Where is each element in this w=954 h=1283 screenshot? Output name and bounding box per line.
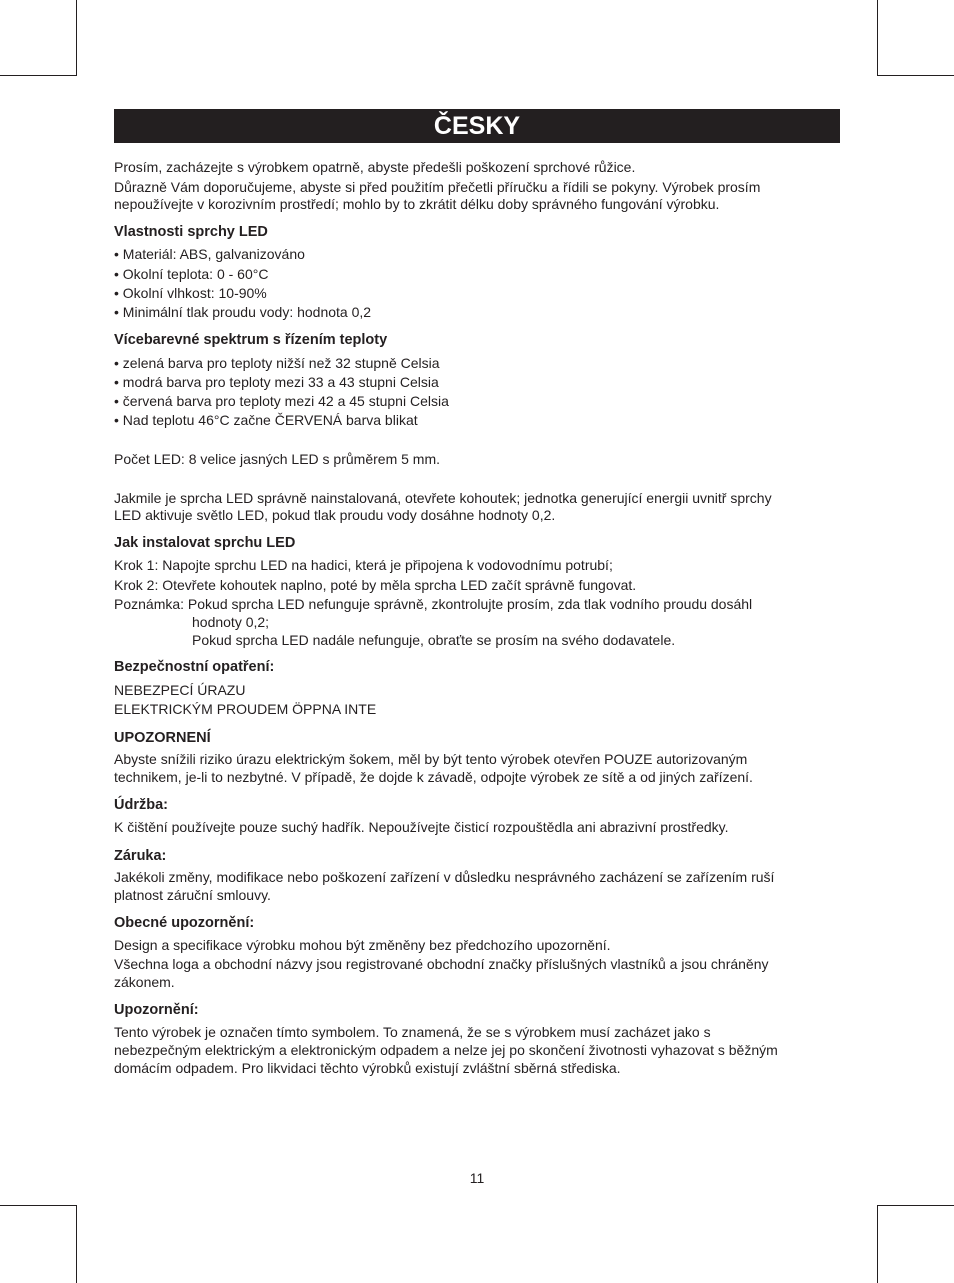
attention-line: domácím odpadem. Pro likvidaci těchto výrobků existují zvláštní sběrná střediska. (114, 1060, 621, 1076)
safety-line: NEBEZPECÍ ÚRAZU (114, 682, 246, 698)
intro-line: Prosím, zacházejte s výrobkem opatrně, abyste předešli poškození sprchové růžice. (114, 159, 636, 175)
install-note: Poznámka: Pokud sprcha LED nefunguje správně, zkontrolujte prosím, zda tlak vodního proudu dosáhl (114, 596, 753, 612)
crop-mark (877, 75, 954, 76)
section-heading-attention: Upozornění: (114, 1002, 199, 1018)
list-item: • modrá barva pro teploty mezi 33 a 43 stupni Celsia (114, 374, 439, 390)
page-title: ČESKY (114, 109, 840, 143)
list-item: • červená barva pro teploty mezi 42 a 45 stupni Celsia (114, 393, 449, 409)
activation-line: LED aktivuje světlo LED, pokud tlak proudu vody dosáhne hodnoty 0,2. (114, 507, 556, 523)
section-heading-guarantee: Záruka: (114, 848, 167, 864)
guarantee-line: platnost záruční smlouvy. (114, 887, 271, 903)
general-line: Všechna loga a obchodní názvy jsou registrované obchodní značky příslušných vlastníků a jsou chráněny (114, 956, 769, 972)
attention-line: Tento výrobek je označen tímto symbolem. To znamená, že se s výrobkem musí zacházet jako s (114, 1024, 711, 1040)
install-step: Krok 1: Napojte sprchu LED na hadici, která je připojena k vodovodnímu potrubí; (114, 557, 613, 573)
page-number: 11 (469, 1170, 485, 1186)
safety-line: ELEKTRICKÝM PROUDEM ÖPPNA INTE (114, 701, 377, 717)
install-step: Krok 2: Otevřete kohoutek naplno, poté by měla sprcha LED začít správně fungovat. (114, 577, 637, 593)
crop-mark (76, 1205, 77, 1283)
crop-mark (0, 1205, 77, 1206)
section-heading-features: Vlastnosti sprchy LED (114, 224, 268, 240)
list-item: • zelená barva pro teploty nižší než 32 stupně Celsia (114, 355, 440, 371)
list-item: • Nad teplotu 46°C začne ČERVENÁ barva blikat (114, 412, 418, 428)
install-note: hodnoty 0,2; (192, 614, 270, 630)
crop-mark (76, 0, 77, 76)
install-note: Pokud sprcha LED nadále nefunguje, obraťte se prosím na svého dodavatele. (192, 632, 676, 648)
list-item: • Minimální tlak proudu vody: hodnota 0,2 (114, 304, 372, 320)
warning-line: technikem, je-li to nezbytné. V případě, že dojde k závadě, odpojte výrobek ze sítě a od jiných zařízení. (114, 769, 753, 785)
activation-line: Jakmile je sprcha LED správně nainstalovaná, otevřete kohoutek; jednotka generující energii uvnitř sprchy (114, 490, 772, 506)
intro-line: nepoužívejte v korozivním prostředí; mohlo by to zkrátit délku doby správného fungování výrobku. (114, 196, 720, 212)
general-line: Design a specifikace výrobku mohou být změněny bez předchozího upozornění. (114, 937, 611, 953)
list-item: • Materiál: ABS, galvanizováno (114, 246, 305, 262)
led-count: Počet LED: 8 velice jasných LED s průměrem 5 mm. (114, 451, 441, 467)
section-heading-general: Obecné upozornění: (114, 915, 255, 931)
intro-line: Důrazně Vám doporučujeme, abyste si před použitím přečetli příručku a řídili se pokyny. Výrobek prosím (114, 179, 761, 195)
section-heading-safety: Bezpečnostní opatření: (114, 659, 275, 675)
section-heading-warning: UPOZORNENÍ (114, 730, 211, 746)
maintenance-text: K čištění používejte pouze suchý hadřík. Nepoužívejte čisticí rozpouštědla ani abrazivní prostředky. (114, 819, 729, 835)
warning-line: Abyste snížili riziko úrazu elektrickým šokem, měl by být tento výrobek otevřen POUZE autorizovaným (114, 751, 748, 767)
crop-mark (877, 0, 878, 76)
list-item: • Okolní vlhkost: 10-90% (114, 285, 267, 301)
crop-mark (877, 1205, 878, 1283)
guarantee-line: Jakékoli změny, modifikace nebo poškození zařízení v důsledku nesprávného zacházení se zařízením ruší (114, 869, 775, 885)
section-heading-spectrum: Vícebarevné spektrum s řízením teploty (114, 332, 388, 348)
general-line: zákonem. (114, 974, 175, 990)
list-item: • Okolní teplota: 0 - 60°C (114, 266, 269, 282)
section-heading-maintenance: Údržba: (114, 797, 168, 813)
crop-mark (0, 75, 77, 76)
attention-line: nebezpečným elektrickým a elektronickým odpadem a nelze jej po skončení životnosti vyhazovat s běžným (114, 1042, 778, 1058)
crop-mark (877, 1205, 954, 1206)
section-heading-install: Jak instalovat sprchu LED (114, 535, 296, 551)
